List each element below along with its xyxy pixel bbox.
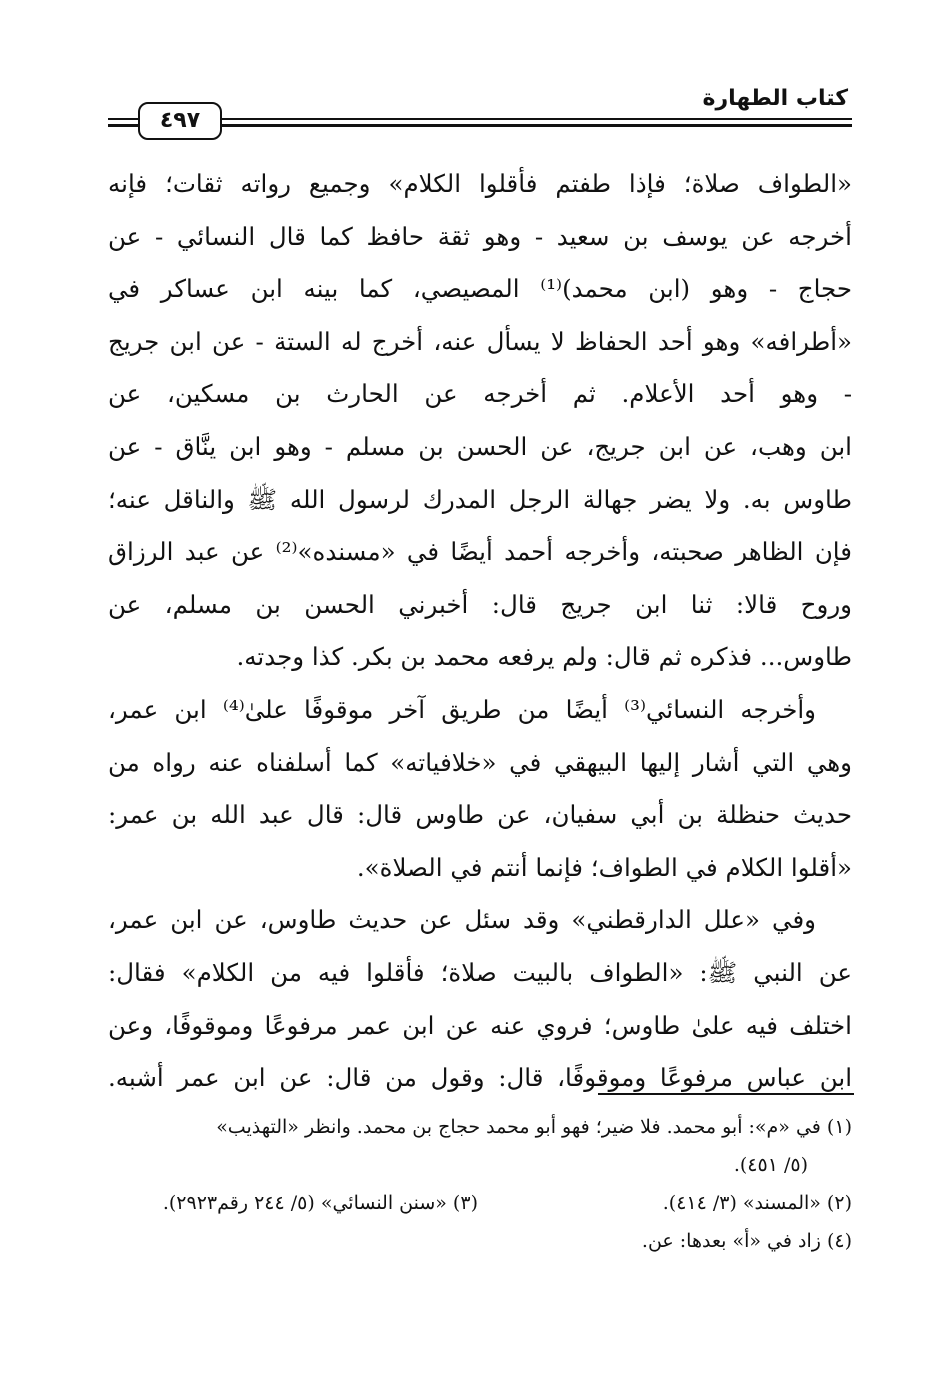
- footnote-4: (٤) زاد في «أ» بعدها: عن.: [641, 1230, 852, 1252]
- footnote-2: (٢) «المسند» (٣/ ٤١٤).: [662, 1192, 852, 1214]
- text-line: أخرجه عن يوسف بن سعيد - وهو ثقة حافظ كما قال النسائي - عن: [108, 221, 852, 251]
- main-text: [108, 158, 852, 1105]
- text-line: «أقلوا الكلام في الطواف؛ فإنما أنتم في الصلاة».: [356, 852, 852, 882]
- footnotes: [108, 1108, 852, 1260]
- footnote-1-continued: (٥/ ٤٥١).: [733, 1154, 808, 1176]
- page-header: [108, 84, 852, 134]
- text-line: «أطرافه» وهو أحد الحفاظ لا يسأل عنه، أخرج له الستة - عن ابن جريج: [108, 326, 852, 356]
- text-line: طاوس به. ولا يضر جهالة الرجل المدرك لرسول الله ﷺ والناقل عنه؛: [108, 484, 852, 514]
- text-line: وفي «علل الدارقطني» وقد سئل عن حديث طاوس، عن ابن عمر،: [108, 905, 816, 935]
- text-line: عن النبي ﷺ: «الطواف بالبيت صلاة؛ فأقلوا فيه من الكلام» فقال:: [108, 957, 852, 987]
- text-line: ابن وهب، عن ابن جريج، عن الحسن بن مسلم - وهو ابن ينَّاق - عن: [108, 431, 852, 461]
- footnote-1: (١) في «م»: أبو محمد. فلا ضير؛ فهو أبو محمد حجاج بن محمد. وانظر «التهذيب»: [216, 1116, 852, 1138]
- footnote-separator: [598, 1093, 854, 1095]
- text-line: وهي التي أشار إليها البيهقي في «خلافياته» كما أسلفناه عنه رواه من: [108, 747, 852, 777]
- chapter-title: كتاب الطهارة: [697, 84, 848, 114]
- footnote-3: (٣) «سنن النسائي» (٥/ ٢٤٤ رقم٢٩٢٣).: [162, 1192, 478, 1214]
- text-line: وروح قالا: ثنا ابن جريج قال: أخبرني الحسن بن مسلم، عن: [108, 589, 852, 619]
- text-line: ابن عباس مرفوعًا وموقوفًا، قال: وقول من قال: عن ابن عمر أشبه.: [108, 1063, 852, 1093]
- text-line: فإن الظاهر صحبته، وأخرجه أحمد أيضًا في «مسنده»⁽²⁾ عن عبد الرزاق: [108, 537, 852, 567]
- text-line: حديث حنظلة بن أبي سفيان، عن طاوس قال: قال عبد الله بن عمر:: [108, 800, 852, 830]
- text-line: - وهو أحد الأعلام. ثم أخرجه عن الحارث بن مسكين، عن: [108, 379, 852, 409]
- text-line: وأخرجه النسائي⁽³⁾ أيضًا من طريق آخر موقوفًا علىٰ⁽⁴⁾ ابن عمر،: [108, 694, 816, 724]
- text-line: طاوس... فذكره ثم قال: ولم يرفعه محمد بن بكر. كذا وجدته.: [236, 642, 852, 672]
- text-line: «الطواف صلاة؛ فإذا طفتم فأقلوا الكلام» وجميع رواته ثقات؛ فإنه: [108, 169, 852, 198]
- footnote-row: [108, 1184, 852, 1222]
- page-number: ٤٩٧: [138, 102, 222, 140]
- text-line: حجاج - وهو (ابن محمد)⁽¹⁾ المصيصي، كما بينه ابن عساكر في: [108, 274, 852, 304]
- text-line: اختلف فيه علىٰ طاوس؛ فروي عنه عن ابن عمر مرفوعًا وموقوفًا، وعن: [108, 1010, 852, 1040]
